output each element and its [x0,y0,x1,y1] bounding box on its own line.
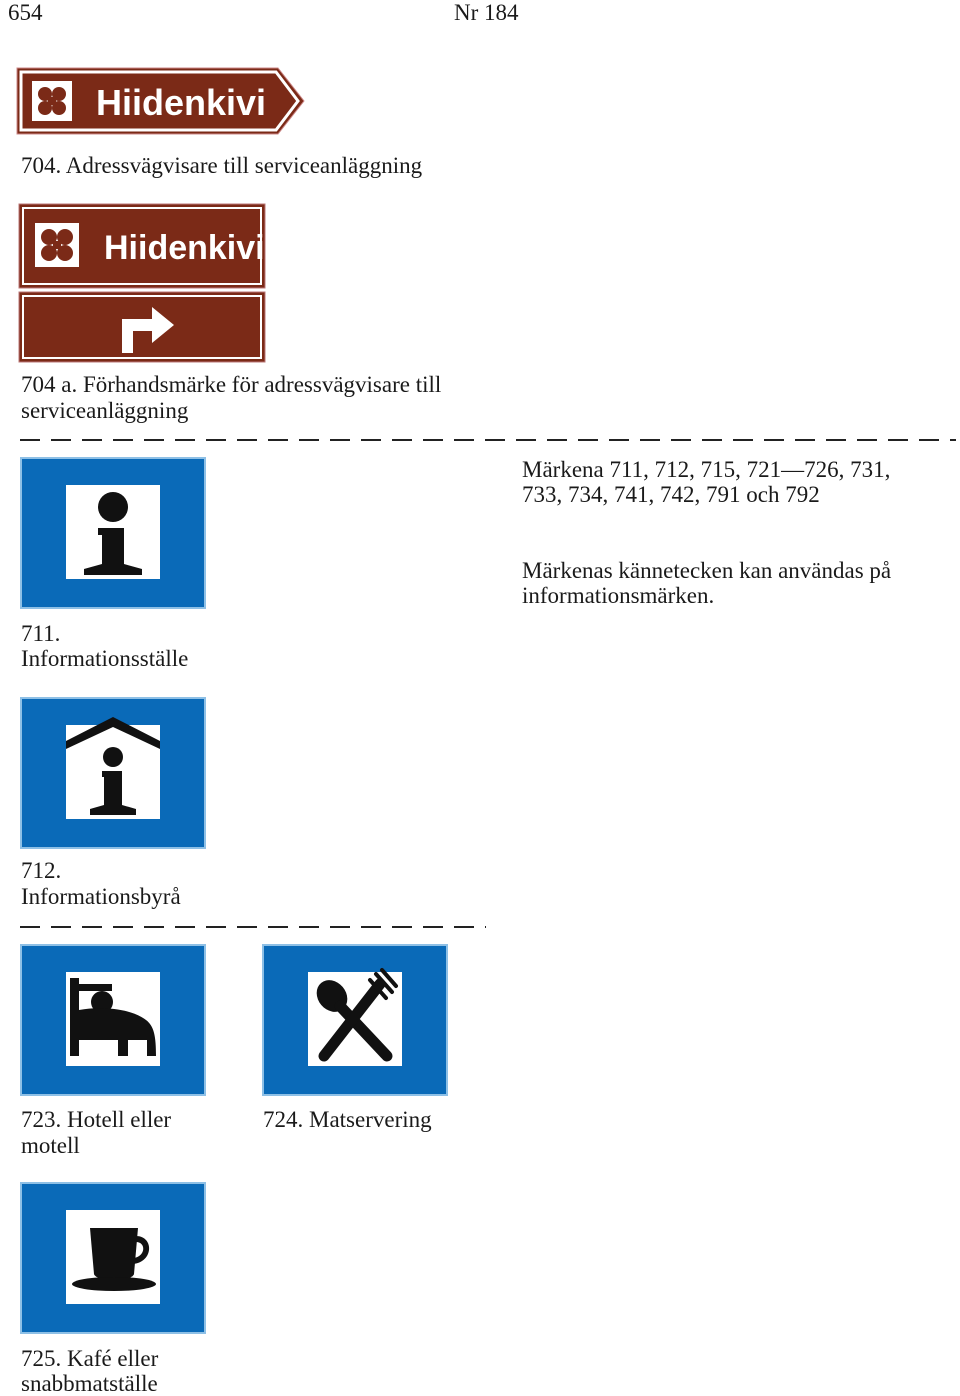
sign-724 [262,944,448,1096]
sign-704a-name: Hiidenkivi [104,229,265,267]
caption-723-line1: 723. Hotell eller [21,1107,172,1132]
caption-704: 704. Adressvägvisare till serviceanläggning [21,153,423,178]
caption-711-line1: 711. [21,621,61,646]
section-divider [20,439,956,441]
sign-704a [18,203,268,363]
sign-711 [20,457,206,609]
sign-723 [20,944,206,1096]
caption-725-line2: snabbmatställe [21,1371,158,1396]
caption-711-line2: Informationsställe [21,646,189,671]
caption-712-line2: Informationsbyrå [21,884,181,909]
issue-number: Nr 184 [454,0,519,25]
page-number: 654 [8,0,43,25]
caption-704a-line1: 704 a. Förhandsmärke för adressvägvisare till [21,372,442,397]
service-flower-icon [35,223,79,267]
sign-704 [16,67,306,135]
sign-725 [20,1182,206,1334]
caption-723-line2: motell [21,1133,80,1158]
note-line3: Märkenas kännetecken kan användas på [522,558,892,583]
service-flower-icon [32,81,72,121]
sign-712 [20,697,206,849]
caption-724: 724. Matservering [263,1107,432,1132]
note-line1: Märkena 711, 712, 715, 721—726, 731, [522,457,891,482]
sign-704-name: Hiidenkivi [96,82,267,123]
caption-725-line1: 725. Kafé eller [21,1346,159,1371]
caption-704a-line2: serviceanläggning [21,398,189,423]
caption-712-line1: 712. [21,858,62,883]
note-line2: 733, 734, 741, 742, 791 och 792 [522,482,820,507]
note-line4: informationsmärken. [522,583,715,608]
section-divider-short [20,926,486,928]
